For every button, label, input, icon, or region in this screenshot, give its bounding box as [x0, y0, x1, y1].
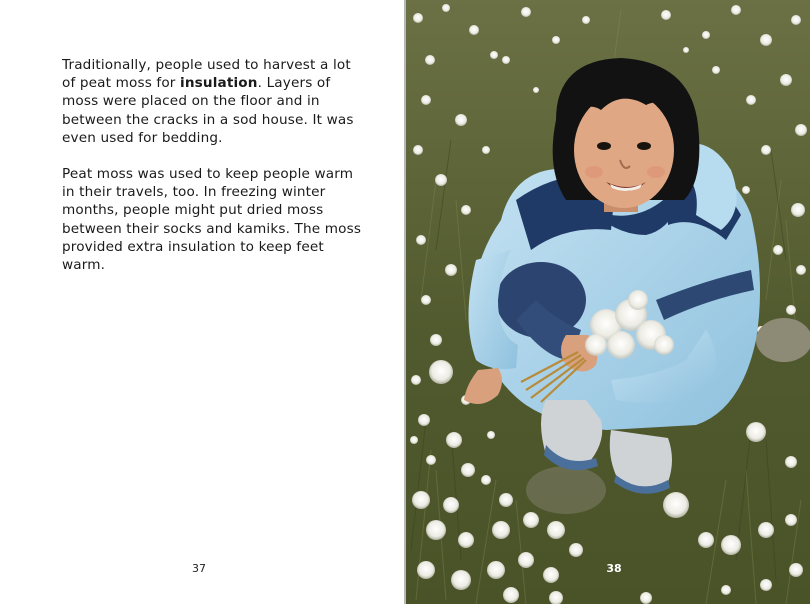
- photo-child-cotton-grass-icon: [406, 0, 810, 604]
- paragraph-travel: Peat moss was used to keep people warm in their travels, too. In freezing winter months, people might put dried moss between their socks and kamiks. The moss provided extra insulation to keep feet warm.: [62, 166, 362, 274]
- bold-term-insulation: insulation: [180, 75, 258, 92]
- left-page: [0, 0, 404, 604]
- page-number-right: 38: [606, 562, 622, 575]
- paragraph-insulation: Traditionally, people used to harvest a lot of peat moss for insulation. Layers of moss were placed on the floor and in between the cracks in a sod house. It was even used for bedding.: [62, 57, 354, 146]
- page-number-left: 37: [192, 562, 206, 575]
- body-text: [62, 56, 362, 292]
- right-page: [406, 0, 810, 604]
